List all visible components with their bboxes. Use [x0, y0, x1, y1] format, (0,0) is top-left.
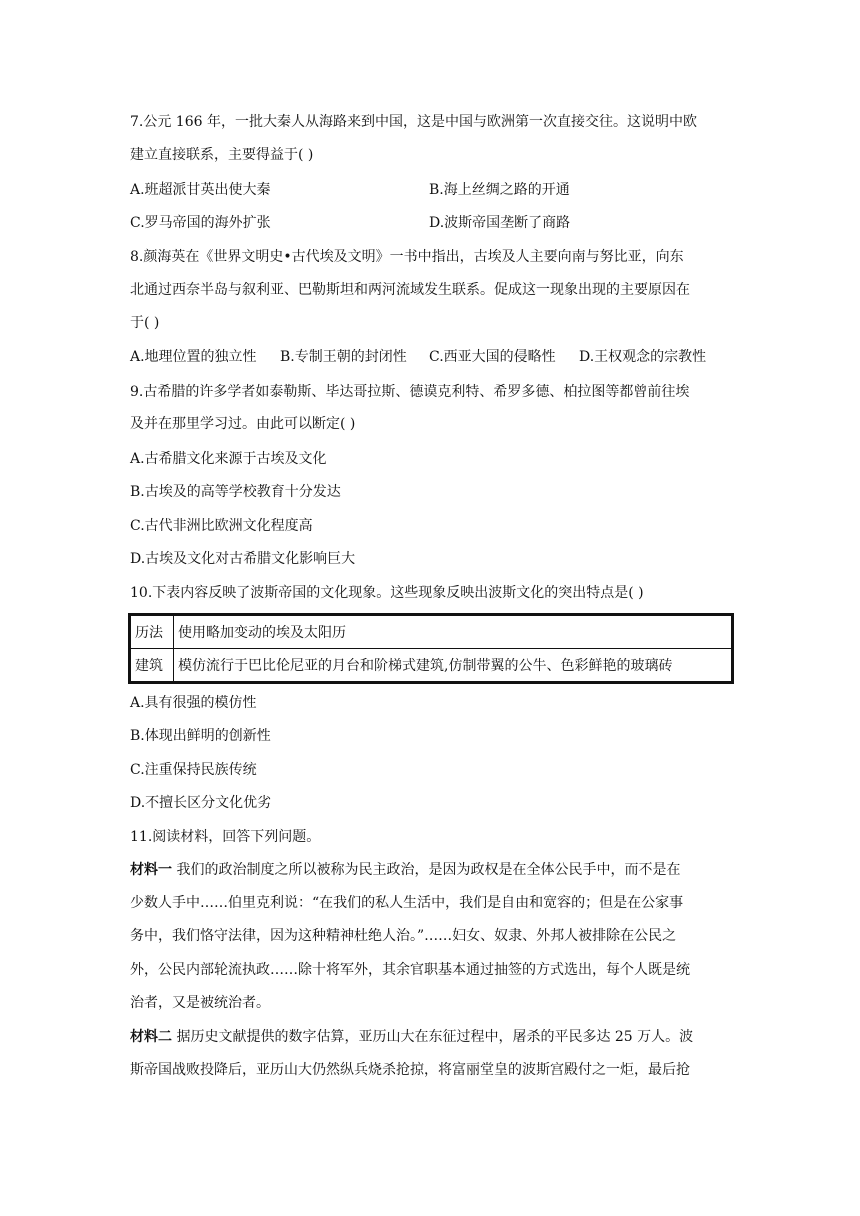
q7-stem-line-2: 建立直接联系，主要得益于( ) [130, 147, 314, 163]
q11-stem-line-1: 11.阅读材料，回答下列问题。 [130, 829, 321, 845]
material-2-text: 据历史文献提供的数字估算，亚历山大在东征过程中，屠杀的平民多达 25 万人。波 [172, 1029, 694, 1045]
q7-option-d: D.波斯帝国垄断了商路 [429, 215, 571, 231]
table-row [130, 615, 733, 649]
q9-option-d: D.古埃及文化对古希腊文化影响巨大 [130, 551, 356, 567]
q8-stem-line-1: 8.颜海英在《世界文明史•古代埃及文明》一书中指出，古埃及人主要向南与努比亚，向东 [130, 249, 684, 265]
q7-option-a: A.班超派甘英出使大秦 [130, 182, 271, 198]
q11-material-1-line-5: 治者，又是被统治者。 [130, 995, 270, 1011]
table-cell-category: 建筑 [130, 649, 174, 683]
q8-option-d: D.王权观念的宗教性 [579, 349, 707, 365]
q11-material-1-line-2: 少数人手中……伯里克利说：“在我们的私人生活中，我们是自由和宽容的；但是在公家事 [130, 895, 684, 911]
q11-material-1-line-4: 外，公民内部轮流执政……除十将军外，其余官职基本通过抽签的方式选出，每个人既是统 [130, 962, 690, 978]
table-cell-description: 使用略加变动的埃及太阳历 [174, 615, 733, 649]
table-row [130, 649, 733, 683]
q8-option-b: B.专制王朝的封闭性 [280, 349, 407, 365]
q11-material-2-line-1 [130, 1027, 735, 1047]
q11-material-2-line-2: 斯帝国战败投降后，亚历山大仍然纵兵烧杀抢掠，将富丽堂皇的波斯宫殿付之一炬，最后抢 [130, 1062, 690, 1078]
q10-option-d: D.不擅长区分文化优劣 [130, 795, 272, 811]
q9-option-a: A.古希腊文化来源于古埃及文化 [130, 451, 327, 467]
q7-option-b: B.海上丝绸之路的开通 [429, 182, 570, 198]
q10-option-b: B.体现出鲜明的创新性 [130, 728, 271, 744]
q10-stem-line-1: 10.下表内容反映了波斯帝国的文化现象。这些现象反映出波斯文化的突出特点是( ) [130, 585, 644, 601]
q11-material-1-line-1 [130, 860, 735, 880]
table-cell-category: 历法 [130, 615, 174, 649]
q10-option-c: C.注重保持民族传统 [130, 762, 257, 778]
q9-option-b: B.古埃及的高等学校教育十分发达 [130, 484, 341, 500]
q7-option-c: C.罗马帝国的海外扩张 [130, 215, 271, 231]
material-2-label: 材料二 [130, 1029, 172, 1045]
q7-stem-line-1: 7.公元 166 年，一批大秦人从海路来到中国，这是中国与欧洲第一次直接交往。这说明中欧 [130, 114, 697, 130]
material-1-text: 我们的政治制度之所以被称为民主政治，是因为政权是在全体公民手中，而不是在 [172, 862, 681, 878]
q9-stem-line-2: 及并在那里学习过。由此可以断定( ) [130, 416, 356, 432]
q11-material-1-line-3: 务中，我们恪守法律，因为这种精神杜绝人治。”……妇女、奴隶、外邦人被排除在公民之 [130, 928, 677, 944]
q9-option-c: C.古代非洲比欧洲文化程度高 [130, 518, 313, 534]
q8-stem-line-2: 北通过西奈半岛与叙利亚、巴勒斯坦和两河流域发生联系。促成这一现象出现的主要原因在 [130, 282, 690, 298]
persian-culture-table [128, 613, 734, 684]
q8-stem-line-3: 于( ) [130, 315, 160, 331]
table-cell-description: 模仿流行于巴比伦尼亚的月台和阶梯式建筑,仿制带翼的公牛、色彩鲜艳的玻璃砖 [174, 649, 733, 683]
q8-option-c: C.西亚大国的侵略性 [429, 349, 556, 365]
q9-stem-line-1: 9.古希腊的许多学者如泰勒斯、毕达哥拉斯、德谟克利特、希罗多德、柏拉图等都曾前往埃 [130, 384, 690, 400]
q8-option-a: A.地理位置的独立性 [130, 349, 257, 365]
q10-option-a: A.具有很强的模仿性 [130, 695, 257, 711]
material-1-label: 材料一 [130, 862, 172, 878]
